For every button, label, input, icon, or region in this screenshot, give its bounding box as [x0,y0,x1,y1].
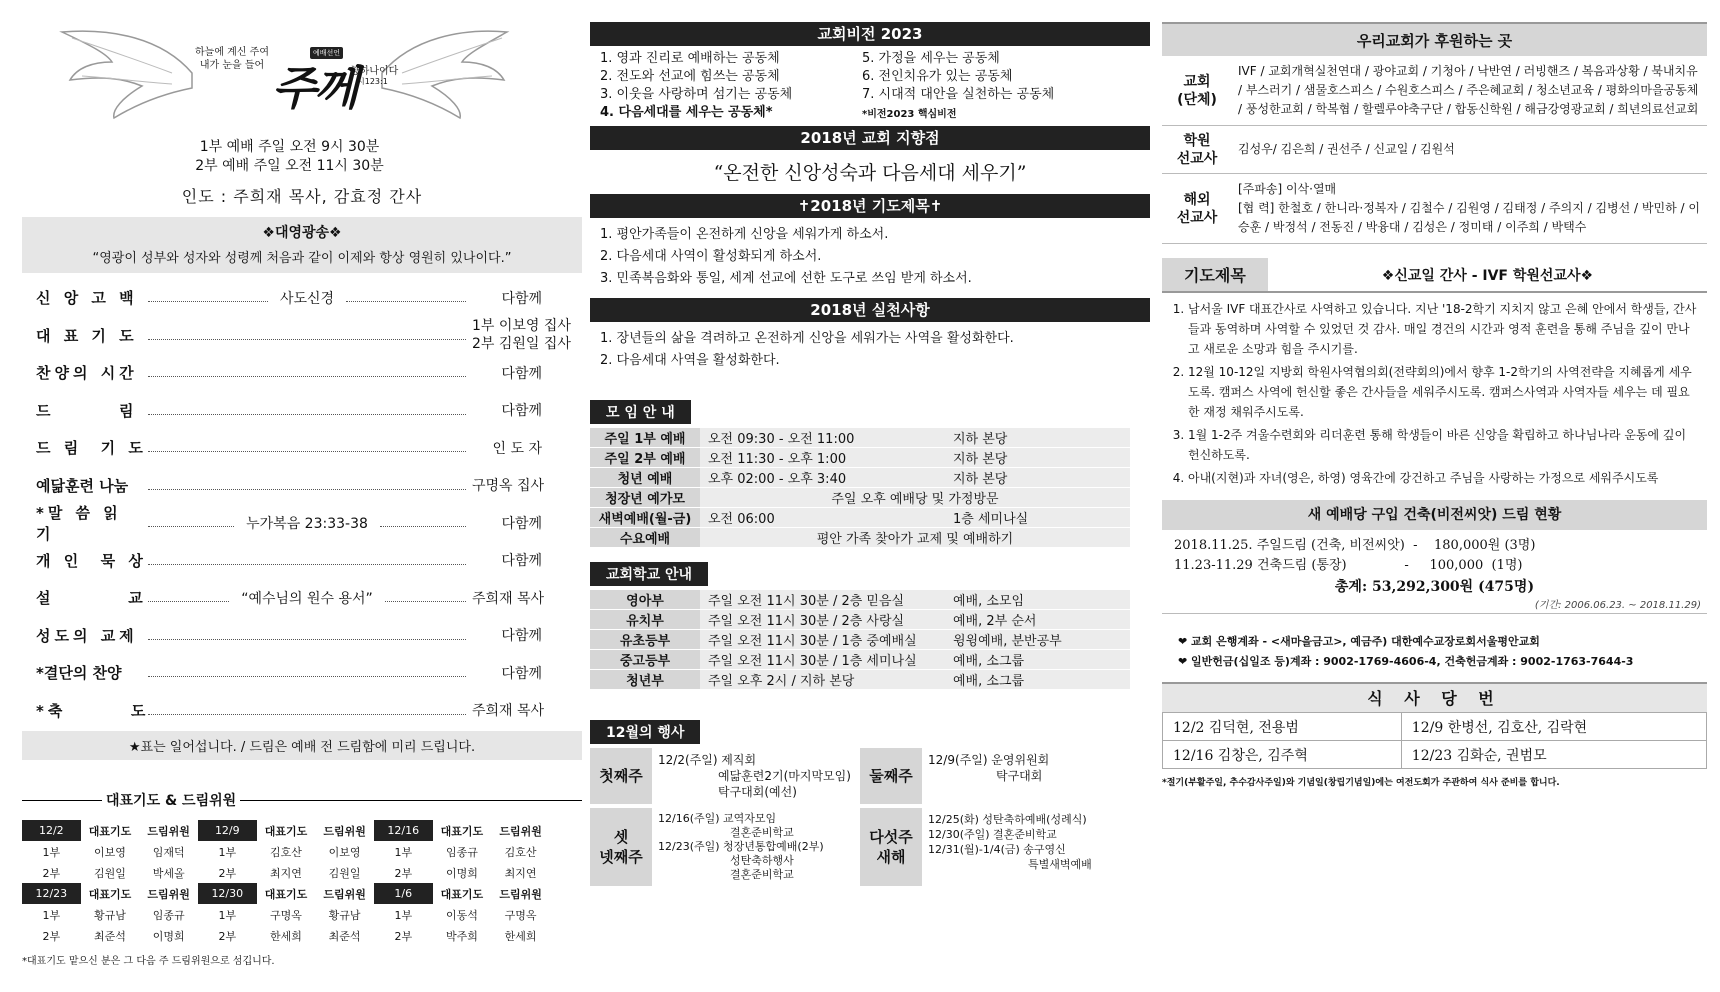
support-label: 해외 선교사 [1176,191,1218,226]
prayer-table-cell: 이명희 [445,866,478,880]
prayer-table-cell: 드림위원 [147,824,190,838]
schedule-place: 1층 세미나실 [945,508,1130,528]
schedule-row [590,448,1130,468]
worship-leader: 인도 : 주희재 목사, 감효정 간사 [181,187,423,206]
prayer-table-cell: 박주희 [445,929,478,943]
event-line: 12/9(주일) 운영위원회 [928,753,1050,767]
event-line: 탁구대회 [996,769,1043,783]
building-line: 2018.11.25. 주일드림 (건축, 비전씨앗) - 180,000원 (3명) [1174,538,1536,553]
vision-note: *비전2023 핵심비전 [862,109,957,120]
event-week-label: 셋 넷째주 [590,808,652,886]
meal-cell: 12/9 한병선, 김호산, 김락현 [1401,713,1706,741]
tagline-2: 내가 눈을 들어 [199,60,265,71]
prayer-table-cell: 황규남 [328,908,361,922]
tagline-1: 하늘에 계신 주여 [195,47,269,58]
meal-title: 식 사 당 번 [1162,682,1707,712]
prayer-table-row [22,862,550,883]
header-logo [22,0,582,130]
logo-brand: 주께 [272,61,357,115]
prayer-table-cell: 최준석 [328,929,361,943]
prayer-table-cell: 1부 [394,908,413,922]
prayer-table-cell: 드림위원 [323,887,366,901]
schedule-place: 예배, 소그룹 [945,650,1130,670]
prayer-table-cell: 이보영 [328,845,361,859]
prayer-table-cell: 임종규 [445,845,478,859]
order-leader: 다함께 [501,365,542,382]
prayer-table-cell: 대표기도 [440,887,484,901]
prayer-table-row [22,820,550,841]
vision-title: 교회비전 2023 [590,22,1150,46]
prayer-table-cell: 12/9 [198,820,257,841]
schedule-place: 지하 본당 [945,448,1130,468]
order-name: 드 림 기 도 [36,439,147,458]
prayer-topics-title: ✝2018년 기도제목✝ [590,194,1150,218]
event-line: 탁구대회(예선) [718,785,797,799]
order-leader: 다함께 [501,515,543,532]
praise-title: ❖대영광송❖ [262,225,342,241]
prayer-table-cell: 구명옥 [270,908,302,922]
event-line: 12/16(주일) 교역자모임 [658,812,777,825]
prayer-table-cell: 드림위원 [499,824,542,838]
schedule-label: 유초등부 [590,630,700,650]
events-row-2 [590,808,1130,886]
direction-slogan: “온전한 신앙성숙과 다음세대 세우기” [713,162,1027,184]
overseas-coop: [협 력] 한철호 / 한니라·정복자 / 김철수 / 김원영 / 김태정 / 주의지 / 김병선 / 박민하 / 이승훈 / 박정석 / 전동진 / 박융대 / 김성은 / 정미태 / 이주희 / 박택수 [1238,201,1700,234]
building-fund [1162,500,1707,614]
schedule-time: 주일 오전 11시 30분 / 1층 세미나실 [700,650,945,670]
building-period: (기간: 2006.06.23. ~ 2018.11.29) [1162,596,1707,614]
prayer-table-cell: 12/30 [198,883,257,904]
schedule-row [590,650,1130,670]
event-week-label: 다섯주 새해 [860,808,922,886]
order-leader: 다함께 [501,553,542,570]
prayer-topics-list [590,218,1150,298]
schedule-row [590,610,1130,630]
prayer-table-cell: 김호산 [270,845,302,859]
schedule-label: 중고등부 [590,650,700,670]
service-times [0,138,582,176]
order-leader-2: 2부 김원일 집사 [472,336,571,353]
prayer-committee-table [22,820,550,946]
schedule-place: 예배, 2부 순서 [945,610,1130,630]
order-name: 성도의 교제 [36,626,138,645]
order-name: 찬양의 시간 [36,364,138,383]
prayer-table-row [22,841,550,862]
meal-cell: 12/2 김덕현, 전용범 [1163,713,1402,741]
account-line: ❤ 일반헌금(십일조 등)계좌 : 9002-1769-4606-4, 건축헌금계좌 : 9002-1763-7644-3 [1178,655,1634,668]
meal-duty [1162,682,1707,788]
order-row [22,504,582,542]
prayer-table-cell: 대표기도 [440,824,484,838]
schedule-label: 주일 1부 예배 [590,428,700,448]
schedule-row [590,670,1130,690]
prayer-table-cell: 최지연 [270,866,302,880]
order-leader: 다함께 [501,403,542,420]
prayer-table-row [22,904,550,925]
prayer-table-cell: 최준석 [94,929,126,943]
meal-cell: 12/23 김화순, 권범모 [1401,741,1706,769]
practice-list [590,322,1150,380]
event-line: 12/30(주일) 결혼준비학교 [928,828,1057,841]
order-detail: 누가복음 23:33-38 [240,513,374,533]
order-leader: 주희재 목사 [472,590,545,607]
prayer-table-cell: 1부 [42,845,61,859]
prayer-focus-label: 기도제목 [1162,258,1268,291]
prayer-table-cell: 임종규 [152,908,185,922]
school-tag: 교회학교 안내 [590,562,708,586]
logo-verse-ref: 시123:1 [357,77,388,86]
prayer-focus-title: ❖신교일 간사 - IVF 학원선교사❖ [1381,267,1594,284]
prayer-topic: 3. 민족복음화와 통일, 세계 선교에 선한 도구로 쓰임 받게 하소서. [600,271,972,286]
schedule-row [590,528,1130,548]
order-name: 예닮훈련 나눔 [36,476,129,495]
event-line: 12/2(주일) 제직회 [658,753,757,767]
prayer-table-cell: 1부 [42,908,61,922]
schedule-row [590,590,1130,610]
prayer-table-cell: 2부 [218,866,237,880]
meetings-tag: 모 임 안 내 [590,400,691,424]
support-campus-list: 김성우/ 김은희 / 권선주 / 신교일 / 김원석 [1238,142,1455,156]
prayer-footnote: *대표기도 맡으신 분은 그 다음 주 드림위원으로 섬깁니다. [22,956,275,967]
prayer-table-cell: 이보영 [94,845,126,859]
event-body [652,748,860,804]
building-line: 11.23-11.29 건축드림 (통장) - 100,000 (1명) [1174,558,1523,573]
order-detail: 사도신경 [274,288,340,308]
schedule-row [590,428,1130,448]
prayer-table-cell: 대표기도 [264,824,308,838]
schedule-time: 오전 09:30 - 오전 11:00 [700,428,945,448]
sermon-title: “예수님의 원수 용서” [235,588,379,608]
event-line: 12/31(월)-1/4(금) 송구영신 [928,843,1066,856]
prayer-focus-header [1162,258,1707,293]
event-line: 결혼준비학교 [730,826,794,839]
right-column [1162,0,1707,992]
event-body [922,808,1130,886]
prayer-focus-item: 4. 아내(지현)과 자녀(영은, 하영) 영육간에 강건하고 주님을 사랑하는 가정으로 세워주시도록 [1188,468,1699,488]
schedule-time: 주일 오전 11시 30분 / 2층 믿음실 [700,590,945,610]
meal-cell: 12/16 김창은, 김주혁 [1163,741,1402,769]
vision-item: 6. 전인치유가 있는 공동체 [862,69,1013,84]
account-line: ❤ 교회 은행계좌 - <새마을금고>, 예금주) 대한예수교장로회서울평안교회 [1178,635,1540,648]
order-row [22,617,582,655]
vision-item: 2. 전도와 선교에 힘쓰는 공동체 [600,69,780,84]
order-name: *결단의 찬양 [36,664,122,683]
order-leader: 구명옥 집사 [472,478,545,495]
praise-box [22,217,582,273]
schedule-detail: 평안 가족 찾아가 교제 및 예배하기 [700,528,1130,548]
prayer-table-cell: 최지연 [504,866,537,880]
service-1-time: 1부 예배 주일 오전 9시 30분 [199,139,380,155]
prayer-committee-title: 대표기도 & 드림위원 [106,793,237,809]
events-row-1 [590,748,1130,804]
prayer-table-cell: 김원일 [94,866,126,880]
prayer-table-cell: 12/23 [22,883,81,904]
building-title: 새 예배당 구입 건축(비전씨앗) 드림 현황 [1162,500,1707,530]
worship-order [22,279,582,729]
prayer-table-cell: 2부 [42,929,61,943]
bank-accounts [1162,632,1707,672]
prayer-table-cell: 드림위원 [323,824,366,838]
schedule-label: 영아부 [590,590,700,610]
vision-item: 1. 영과 진리로 예배하는 공동체 [600,51,780,66]
prayer-committee-heading [22,790,582,810]
schedule-row [590,508,1130,528]
event-line: 예닮훈련2기(마지막모임) [718,769,851,783]
prayer-table-cell: 대표기도 [264,887,308,901]
prayer-focus-list [1162,293,1707,488]
prayer-table-row [22,883,550,904]
prayer-table-cell: 12/2 [22,820,81,841]
meal-table [1162,712,1707,769]
schedule-detail: 주일 오후 예배당 및 가정방문 [700,488,1130,508]
service-2-time: 2부 예배 주일 오전 11시 30분 [195,158,384,174]
schedule-label: 청년부 [590,670,700,690]
schedule-time: 주일 오전 11시 30분 / 1층 중예배실 [700,630,945,650]
events-tag: 12월의 행사 [590,720,700,744]
prayer-table-cell: 2부 [218,929,237,943]
prayer-table-cell: 2부 [394,929,413,943]
overseas-main: [주파송] 이삭·열매 [1238,182,1337,196]
event-line: 특별새벽예배 [1028,858,1092,871]
schedule-time: 오후 02:00 - 오후 3:40 [700,468,945,488]
schedule-place: 윙윙예배, 분반공부 [945,630,1130,650]
support-churches [1162,56,1707,126]
vision-item: 5. 가정을 세우는 공동체 [862,51,1000,66]
order-name: *축 도 [36,701,150,720]
vision-item-core: 4. 다음세대를 세우는 공동체* [600,105,773,120]
support-church-list: IVF / 교회개혁실천연대 / 광야교회 / 기청아 / 낙반연 / 러빙핸즈 / 복음과상황 / 북내치유 / 부스러기 / 샘물호스피스 / 수원호스피스 / 주은혜교회 / 청소년교육 / 평화의마을공동체 / 풍성한교회 / 학복협 / 할렐루야축구단 / 합동신학원 / 해금강영광교회 / 희년의료선교회 [1238,64,1699,116]
schedule-time: 오전 11:30 - 오후 1:00 [700,448,945,468]
event-line: 12/23(주일) 청장년통합예배(2부) [658,840,824,853]
direction-title: 2018년 교회 지향점 [590,126,1150,150]
order-row [22,354,582,392]
schedule-place: 지하 본당 [945,468,1130,488]
vision-list [590,46,1150,126]
middle-column [590,0,1150,992]
order-leader: 인 도 자 [492,440,542,457]
order-leader: 다함께 [501,665,542,682]
schedule-label: 유치부 [590,610,700,630]
prayer-focus-item: 3. 1월 1-2주 겨울수련회와 리더훈련 통해 학생들이 바른 신앙을 확립하고 하나님나라 운동에 깊이 헌신하도록. [1188,425,1699,465]
prayer-table-cell: 2부 [42,866,61,880]
vision-item: 7. 시대적 대안을 실천하는 공동체 [862,87,1055,102]
prayer-table-cell: 1부 [218,908,237,922]
prayer-table-row [22,925,550,946]
prayer-table-cell: 김원일 [328,866,361,880]
meal-note: *절기(부활주일, 추수감사주일)와 기념일(창립기념일)에는 여전도회가 주관하여 식사 준비를 합니다. [1162,778,1560,788]
event-line: 결혼준비학교 [730,868,794,881]
order-leader [472,317,582,353]
event-week-label: 둘째주 [860,748,922,804]
order-row [22,579,582,617]
logo-stamp: 예배선언 [310,47,343,59]
event-week-label: 첫째주 [590,748,652,804]
prayer-topic: 1. 평안가족들이 온전하게 신앙을 세워가게 하소서. [600,227,889,242]
prayer-focus-item: 2. 12월 10-12일 지방회 학원사역협의회(전략회의)에서 향후 1-2학기의 사역전략을 지혜롭게 세우도록. 캠퍼스 사역에 헌신할 좋은 간사들을 세워주시도록. 캠퍼스사역과 사역자들 세우는 데 필요한 재정 채워주시도록. [1188,362,1699,422]
prayer-table-cell: 구명옥 [504,908,537,922]
schedule-place: 지하 본당 [945,428,1130,448]
prayer-table-cell: 한세희 [270,929,302,943]
prayer-table-cell: 1부 [394,845,413,859]
logo-tagline [187,46,277,72]
schedule-label: 수요예배 [590,528,700,548]
order-name: 드 림 [36,401,138,420]
schedule-time: 주일 오후 2시 / 지하 본당 [700,670,945,690]
order-leader-1: 1부 이보영 집사 [472,318,571,335]
support-title: 우리교회가 후원하는 곳 [1162,22,1707,56]
order-row [22,429,582,467]
praise-text: “영광이 성부와 성자와 성령께 처음과 같이 이제와 항상 영원히 있나이다.” [92,251,512,266]
order-leader: 다함께 [501,290,543,307]
practice-title: 2018년 실천사항 [590,298,1150,322]
order-name: 설 교 [36,589,147,608]
event-line: 12/25(화) 성탄축하예배(성례식) [928,813,1087,826]
prayer-table-cell: 드림위원 [147,887,190,901]
schedule-row [590,630,1130,650]
event-body [922,748,1130,804]
order-row [22,692,582,730]
prayer-table-cell: 2부 [394,866,413,880]
prayer-table-cell: 대표기도 [88,887,132,901]
prayer-table-cell: 박세올 [152,866,185,880]
prayer-focus-item: 1. 남서울 IVF 대표간사로 사역하고 있습니다. 지난 '18-2학기 지치지 않고 은혜 안에서 학생들, 간사들과 동역하며 사역할 수 있었던 것 감사. 매일 경건의 시간과 영적 훈련을 통해 주님을 깊이 만나고 새로운 소망과 힘을 주시기를. [1188,299,1699,359]
prayer-table-cell: 한세희 [504,929,537,943]
support-overseas-list [1232,174,1707,243]
order-leader: 다함께 [501,628,542,645]
prayer-table-cell: 12/16 [374,820,433,841]
order-row [22,654,582,692]
support-label: 교회 (단체) [1177,73,1217,108]
schedule-time: 주일 오전 11시 30분 / 2층 사랑실 [700,610,945,630]
event-line: 성탄축하행사 [730,854,794,867]
order-row [22,542,582,580]
schedule-label: 새벽예배(월-금) [590,508,700,528]
schedule-label: 주일 2부 예배 [590,448,700,468]
prayer-table-cell: 김호산 [504,845,537,859]
order-row [22,317,582,355]
prayer-table-cell: 이동석 [445,908,478,922]
prayer-topic: 2. 다음세대 사역이 활성화되게 하소서. [600,249,822,264]
left-column [22,0,582,992]
support-label: 학원 선교사 [1176,132,1218,167]
prayer-table-cell: 1부 [218,845,237,859]
logo-tagline-3: 향하나이다 [350,66,399,77]
order-leader: 주희재 목사 [472,703,545,720]
schedule-place: 예배, 소그룹 [945,670,1130,690]
prayer-table-cell: 임재덕 [152,845,185,859]
support-campus [1162,126,1707,174]
prayer-table-cell: 이명희 [152,929,185,943]
building-total: 총계: 53,292,300원 (475명) [1334,579,1535,595]
practice-item: 2. 다음세대 사역을 활성화한다. [600,353,780,368]
prayer-table-cell: 대표기도 [88,824,132,838]
support-overseas [1162,174,1707,244]
schedule-label: 청년 예배 [590,468,700,488]
prayer-table-cell: 1/6 [374,883,433,904]
schedule-row [590,488,1130,508]
order-name: 대 표 기 도 [36,326,138,345]
schedule-row [590,468,1130,488]
schedule-label: 청장년 예가모 [590,488,700,508]
practice-item: 1. 장년들의 삶을 격려하고 온전하게 신앙을 세워가는 사역을 활성화한다. [600,331,1014,346]
order-row [22,392,582,430]
order-name: 신 앙 고 백 [36,289,138,308]
prayer-table-cell: 드림위원 [499,887,542,901]
vision-item: 3. 이웃을 사랑하며 섬기는 공동체 [600,87,793,102]
order-name: *말 씀 읽 기 [36,503,122,543]
prayer-table-cell: 황규남 [94,908,126,922]
order-row [22,279,582,317]
order-row [22,467,582,505]
order-name: 개 인 묵 상 [36,551,147,570]
meetings-table [590,428,1130,548]
schedule-time: 오전 06:00 [700,508,945,528]
standing-notice: ★표는 일어섭니다. / 드림은 예배 전 드림함에 미리 드립니다. [22,731,582,760]
schedule-place: 예배, 소모임 [945,590,1130,610]
school-table [590,590,1130,690]
event-body [652,808,860,886]
